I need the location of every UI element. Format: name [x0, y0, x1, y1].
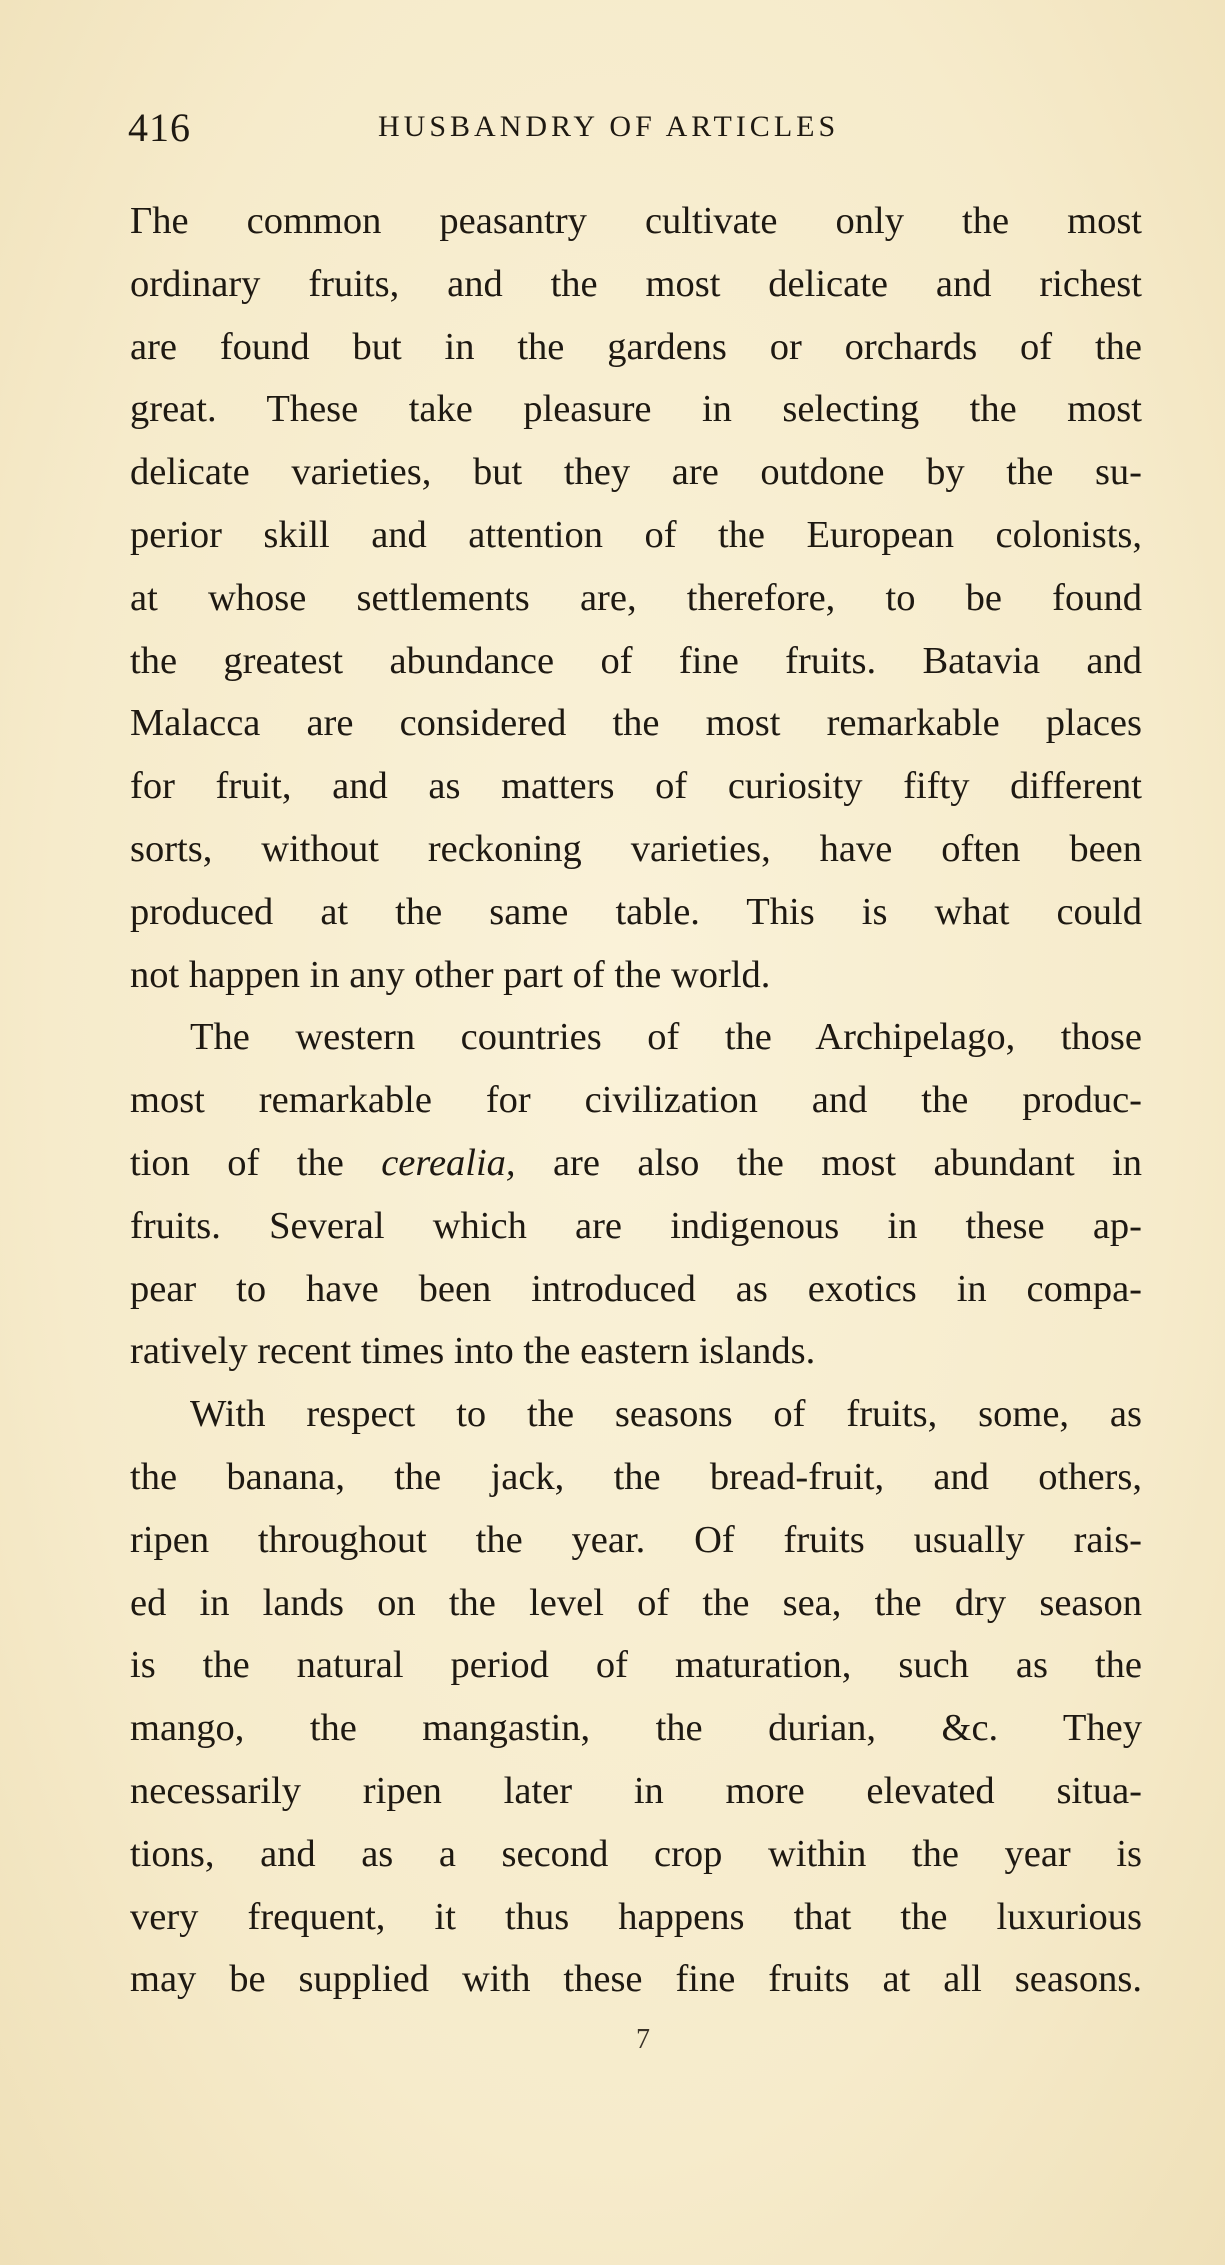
text-line: great. These take pleasure in selecting the most [130, 388, 1142, 431]
text-line: at whose settlements are, therefore, to be found [130, 576, 1142, 619]
text-line: The western countries of the Archipelago, those [190, 1016, 1142, 1059]
text-line: fruits. Several which are indigenous in these ap- [130, 1204, 1142, 1247]
text-line: the greatest abundance of fine fruits. Batavia and [130, 639, 1142, 682]
signature-mark: 7 [636, 2024, 650, 2055]
text-line-with-italic [130, 1132, 1142, 1195]
text-line: mango, the mangastin, the durian, &c. They [130, 1707, 1142, 1750]
text-line: is the natural period of maturation, such as the [130, 1644, 1142, 1687]
text-line: the banana, the jack, the bread-fruit, and others, [130, 1455, 1142, 1498]
text-line: are found but in the gardens or orchards of the [130, 325, 1142, 368]
text-line: With respect to the seasons of fruits, some, as [190, 1393, 1142, 1436]
text-line: not happen in any other part of the world. [130, 953, 771, 996]
running-head [128, 104, 1148, 156]
italic-term: cerealia, [381, 1141, 516, 1184]
text-segment: are also the most abundant in [515, 1141, 1142, 1184]
text-segment: tion of the [130, 1141, 382, 1184]
text-line: tions, and as a second crop within the year is [130, 1832, 1142, 1875]
text-line: Malacca are considered the most remarkable places [130, 702, 1142, 745]
text-line: ed in lands on the level of the sea, the dry season [130, 1581, 1142, 1624]
text-line: necessarily ripen later in more elevated situa- [130, 1769, 1142, 1812]
body-text [130, 190, 1142, 2011]
text-line: may be supplied with these fine fruits at all seasons. [130, 1958, 1142, 2001]
text-line: produced at the same table. This is what could [130, 890, 1142, 933]
text-line: Гhe common peasantry cultivate only the most [130, 200, 1142, 242]
running-title: HUSBANDRY OF ARTICLES [378, 110, 840, 143]
text-line: ratively recent times into the eastern islands. [130, 1330, 816, 1373]
text-line: ordinary fruits, and the most delicate and richest [130, 262, 1142, 305]
page-number: 416 [128, 105, 191, 150]
text-line: delicate varieties, but they are outdone by the su- [130, 451, 1142, 494]
text-line: for fruit, and as matters of curiosity fifty different [130, 765, 1142, 808]
text-line: ripen throughout the year. Of fruits usually rais- [130, 1518, 1142, 1561]
text-line: perior skill and attention of the European colonists, [130, 513, 1142, 556]
text-line: sorts, without reckoning varieties, have often been [130, 827, 1142, 870]
text-line: most remarkable for civilization and the produc- [130, 1079, 1142, 1122]
text-line: pear to have been introduced as exotics in compa- [130, 1267, 1142, 1310]
text-line: very frequent, it thus happens that the luxurious [130, 1895, 1142, 1938]
